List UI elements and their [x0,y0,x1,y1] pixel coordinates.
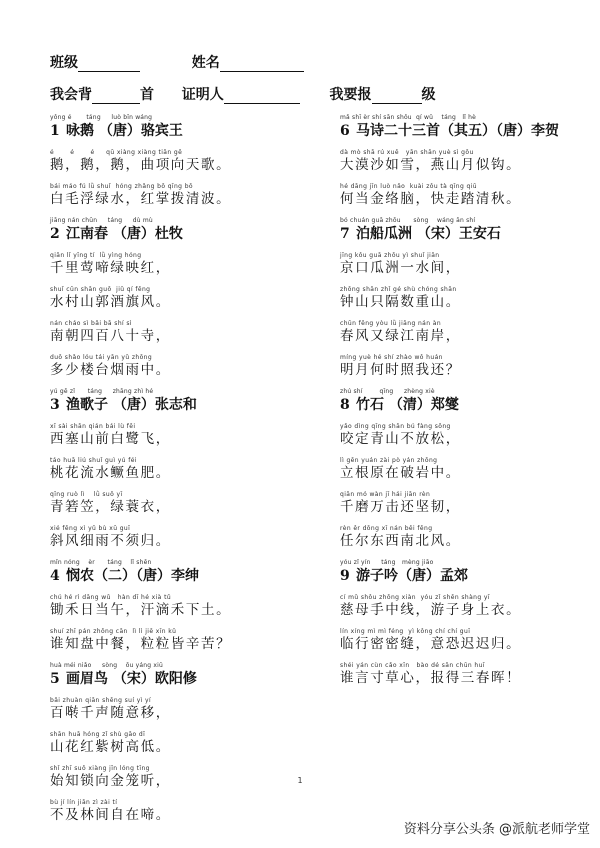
line-pinyin: qīng ruò lì lǜ suō yī [50,491,123,498]
poem-line: 立根原在破岩中。 [340,465,461,481]
poem-1 [50,114,310,208]
poem-line: 桃花流水鳜鱼肥。 [50,465,171,481]
poem-line: 钟山只隔数重山。 [340,294,461,310]
poem-number: 3 [50,397,60,413]
poem-line: 青箬笠，绿蓑衣， [50,499,171,515]
poem-number: 8 [340,397,350,413]
header-row-2 [50,84,436,104]
line-pinyin: zhōng shān zhǐ gé shù chóng shān [340,286,457,293]
line-pinyin: míng yuè hé shí zhào wǒ huán [340,354,443,361]
line-pinyin: shǐ zhī suǒ xiàng jīn lóng tīng [50,765,150,772]
poems-left-column [50,114,310,833]
class-blank[interactable] [78,57,140,72]
title-pinyin: jiāng nán chūn táng dù mù [50,217,153,224]
poem-line: 鹅，鹅，鹅，曲项向天歌。 [50,157,232,173]
can-recite-label: 我会背 [50,87,92,103]
line-pinyin: dà mò shā rú xuě yān shān yuè sì gōu [340,149,474,156]
line-pinyin: hé dāng jīn luò nǎo kuài zǒu tà qīng qiū [340,183,477,190]
poem-line: 山花红紫树高低。 [50,739,171,755]
line-pinyin: shuǐ cūn shān guō jiǔ qí fēng [50,286,151,293]
line-pinyin: lín xíng mì mì féng yì kǒng chí chí guī [340,628,471,635]
poem-line: 谁言寸草心，报得三春晖！ [340,670,522,686]
poem-line: 西塞山前白鹭飞， [50,431,171,447]
unit-label: 首 [140,87,154,103]
title-pinyin: huà méi niǎo sòng ōu yáng xiū [50,662,164,669]
poem-number: 4 [50,568,60,584]
name-label: 姓名 [191,55,220,71]
line-pinyin: chú hé rì dāng wǔ hàn dī hé xià tǔ [50,594,172,601]
line-pinyin: qiān mó wàn jī hái jiān rèn [340,491,431,498]
poem-line: 大漠沙如雪，燕山月似钩。 [340,157,522,173]
poem-number: 7 [340,226,350,242]
poem-line: 千里莺啼绿映红， [50,260,171,276]
title-pinyin: bó chuán guā zhōu sòng wáng ān shí [340,217,476,224]
poem-line: 百啭千声随意移， [50,705,171,721]
poem-line: 临行密密缝，意恐迟迟归。 [340,636,522,652]
poem-2 [50,217,310,379]
line-pinyin: bǎi zhuàn qiān shēng suí yì yí [50,697,152,704]
line-pinyin: táo huā liú shuǐ guì yú féi [50,457,137,464]
poem-number: 2 [50,226,60,242]
poem-line: 何当金络脑，快走踏清秋。 [340,191,522,207]
line-pinyin: é é é qū xiàng xiàng tiān gē [50,149,183,156]
poem-line: 斜风细雨不须归。 [50,533,171,549]
poem-title: 渔歌子 （唐）张志和 [66,397,197,413]
line-pinyin: cí mǔ shǒu zhōng xiàn yóu zǐ shēn shàng yī [340,594,490,601]
poem-8 [340,388,590,550]
line-pinyin: chūn fēng yòu lǜ jiāng nán àn [340,320,442,327]
poem-title: 马诗二十三首（其五）（唐）李贺 [356,123,559,139]
poem-title: 泊船瓜洲 （宋）王安石 [356,226,501,242]
page-number: 1 [297,776,303,785]
line-pinyin: shān huā hóng zǐ shù gāo dī [50,731,146,738]
level-blank[interactable] [372,89,422,104]
poem-6 [340,114,590,208]
line-pinyin: xī sài shān qián bái lù fēi [50,423,136,430]
title-pinyin: yóu zǐ yín táng mèng jiāo [340,559,434,566]
poem-7 [340,217,590,379]
poems-right-column [340,114,590,696]
poem-line: 千磨万击还坚韧， [340,499,461,515]
title-pinyin: yú gē zǐ táng zhāng zhì hé [50,388,154,395]
poem-4 [50,559,310,653]
poem-title: 画眉鸟 （宋）欧阳修 [66,671,197,687]
line-pinyin: duō shǎo lóu tái yān yǔ zhōng [50,354,153,361]
line-pinyin: shuí zhī pán zhōng cān lì lì jiē xīn kǔ [50,628,177,635]
poem-5 [50,662,310,824]
apply-label: 我要报 [329,87,372,103]
watermark: 资料分享公头条 @派航老师学堂 [403,822,590,837]
line-pinyin: xié fēng xì yǔ bù xū guī [50,525,131,532]
poem-title: 江南春 （唐）杜牧 [66,226,183,242]
header-row-1 [50,52,304,72]
line-pinyin: bái máo fú lǜ shuǐ hóng zhǎng bō qīng bō [50,183,193,190]
line-pinyin: bù jí lín jiān zì zài tí [50,799,118,806]
poem-number: 6 [340,123,350,139]
name-blank[interactable] [220,57,304,72]
poem-3 [50,388,310,550]
poem-line: 慈母手中线，游子身上衣。 [340,602,522,618]
poem-title: 竹石 （清）郑燮 [356,397,459,413]
title-pinyin: mǐn nóng èr táng lǐ shēn [50,559,152,566]
poem-line: 白毛浮绿水，红掌拨清波。 [50,191,232,207]
poem-line: 咬定青山不放松， [340,431,461,447]
title-pinyin: zhú shí qīng zhèng xiè [340,388,435,395]
line-pinyin: yǎo dìng qīng shān bú fàng sōng [340,423,451,430]
poem-line: 谁知盘中餐，粒粒皆辛苦？ [50,636,232,652]
level-label: 级 [421,87,436,103]
witness-blank[interactable] [224,89,300,104]
poem-line: 水村山郭酒旗风。 [50,294,171,310]
poem-9 [340,559,590,687]
line-pinyin: nán cháo sì bǎi bā shí sì [50,320,132,327]
line-pinyin: rèn ěr dōng xī nán běi fēng [340,525,433,532]
title-pinyin: yǒng é táng luò bīn wáng [50,114,153,121]
poem-line: 明月何时照我还？ [340,362,461,378]
poem-line: 春风又绿江南岸， [340,328,461,344]
witness-label: 证明人 [181,87,224,103]
poem-line: 任尔东西南北风。 [340,533,461,549]
poem-number: 9 [340,568,350,584]
poem-line: 始知锁向金笼听， [50,773,171,789]
title-pinyin: mǎ shī èr shí sān shǒu qí wǔ táng lǐ hè [340,114,477,121]
poem-line: 南朝四百八十寺， [50,328,171,344]
poem-line: 锄禾日当午，汗滴禾下土。 [50,602,232,618]
line-pinyin: jīng kǒu guā zhōu yì shuǐ jiān [340,252,440,259]
line-pinyin: shéi yán cùn cǎo xīn bào dé sān chūn huī [340,662,485,669]
poem-title: 悯农（二）（唐）李绅 [66,568,199,584]
poem-line: 不及林间自在啼。 [50,807,171,823]
line-pinyin: lì gēn yuán zài pò yán zhōng [340,457,438,464]
line-pinyin: qiān lǐ yīng tí lǜ yìng hóng [50,252,142,259]
poem-title: 咏鹅 （唐）骆宾王 [66,123,183,139]
poem-number: 1 [50,123,60,139]
class-label: 班级 [50,55,78,71]
poem-title: 游子吟（唐）孟郊 [356,568,468,584]
recite-count-blank[interactable] [92,89,140,104]
poem-number: 5 [50,671,60,687]
poem-line: 京口瓜洲一水间， [340,260,461,276]
poem-line: 多少楼台烟雨中。 [50,362,171,378]
